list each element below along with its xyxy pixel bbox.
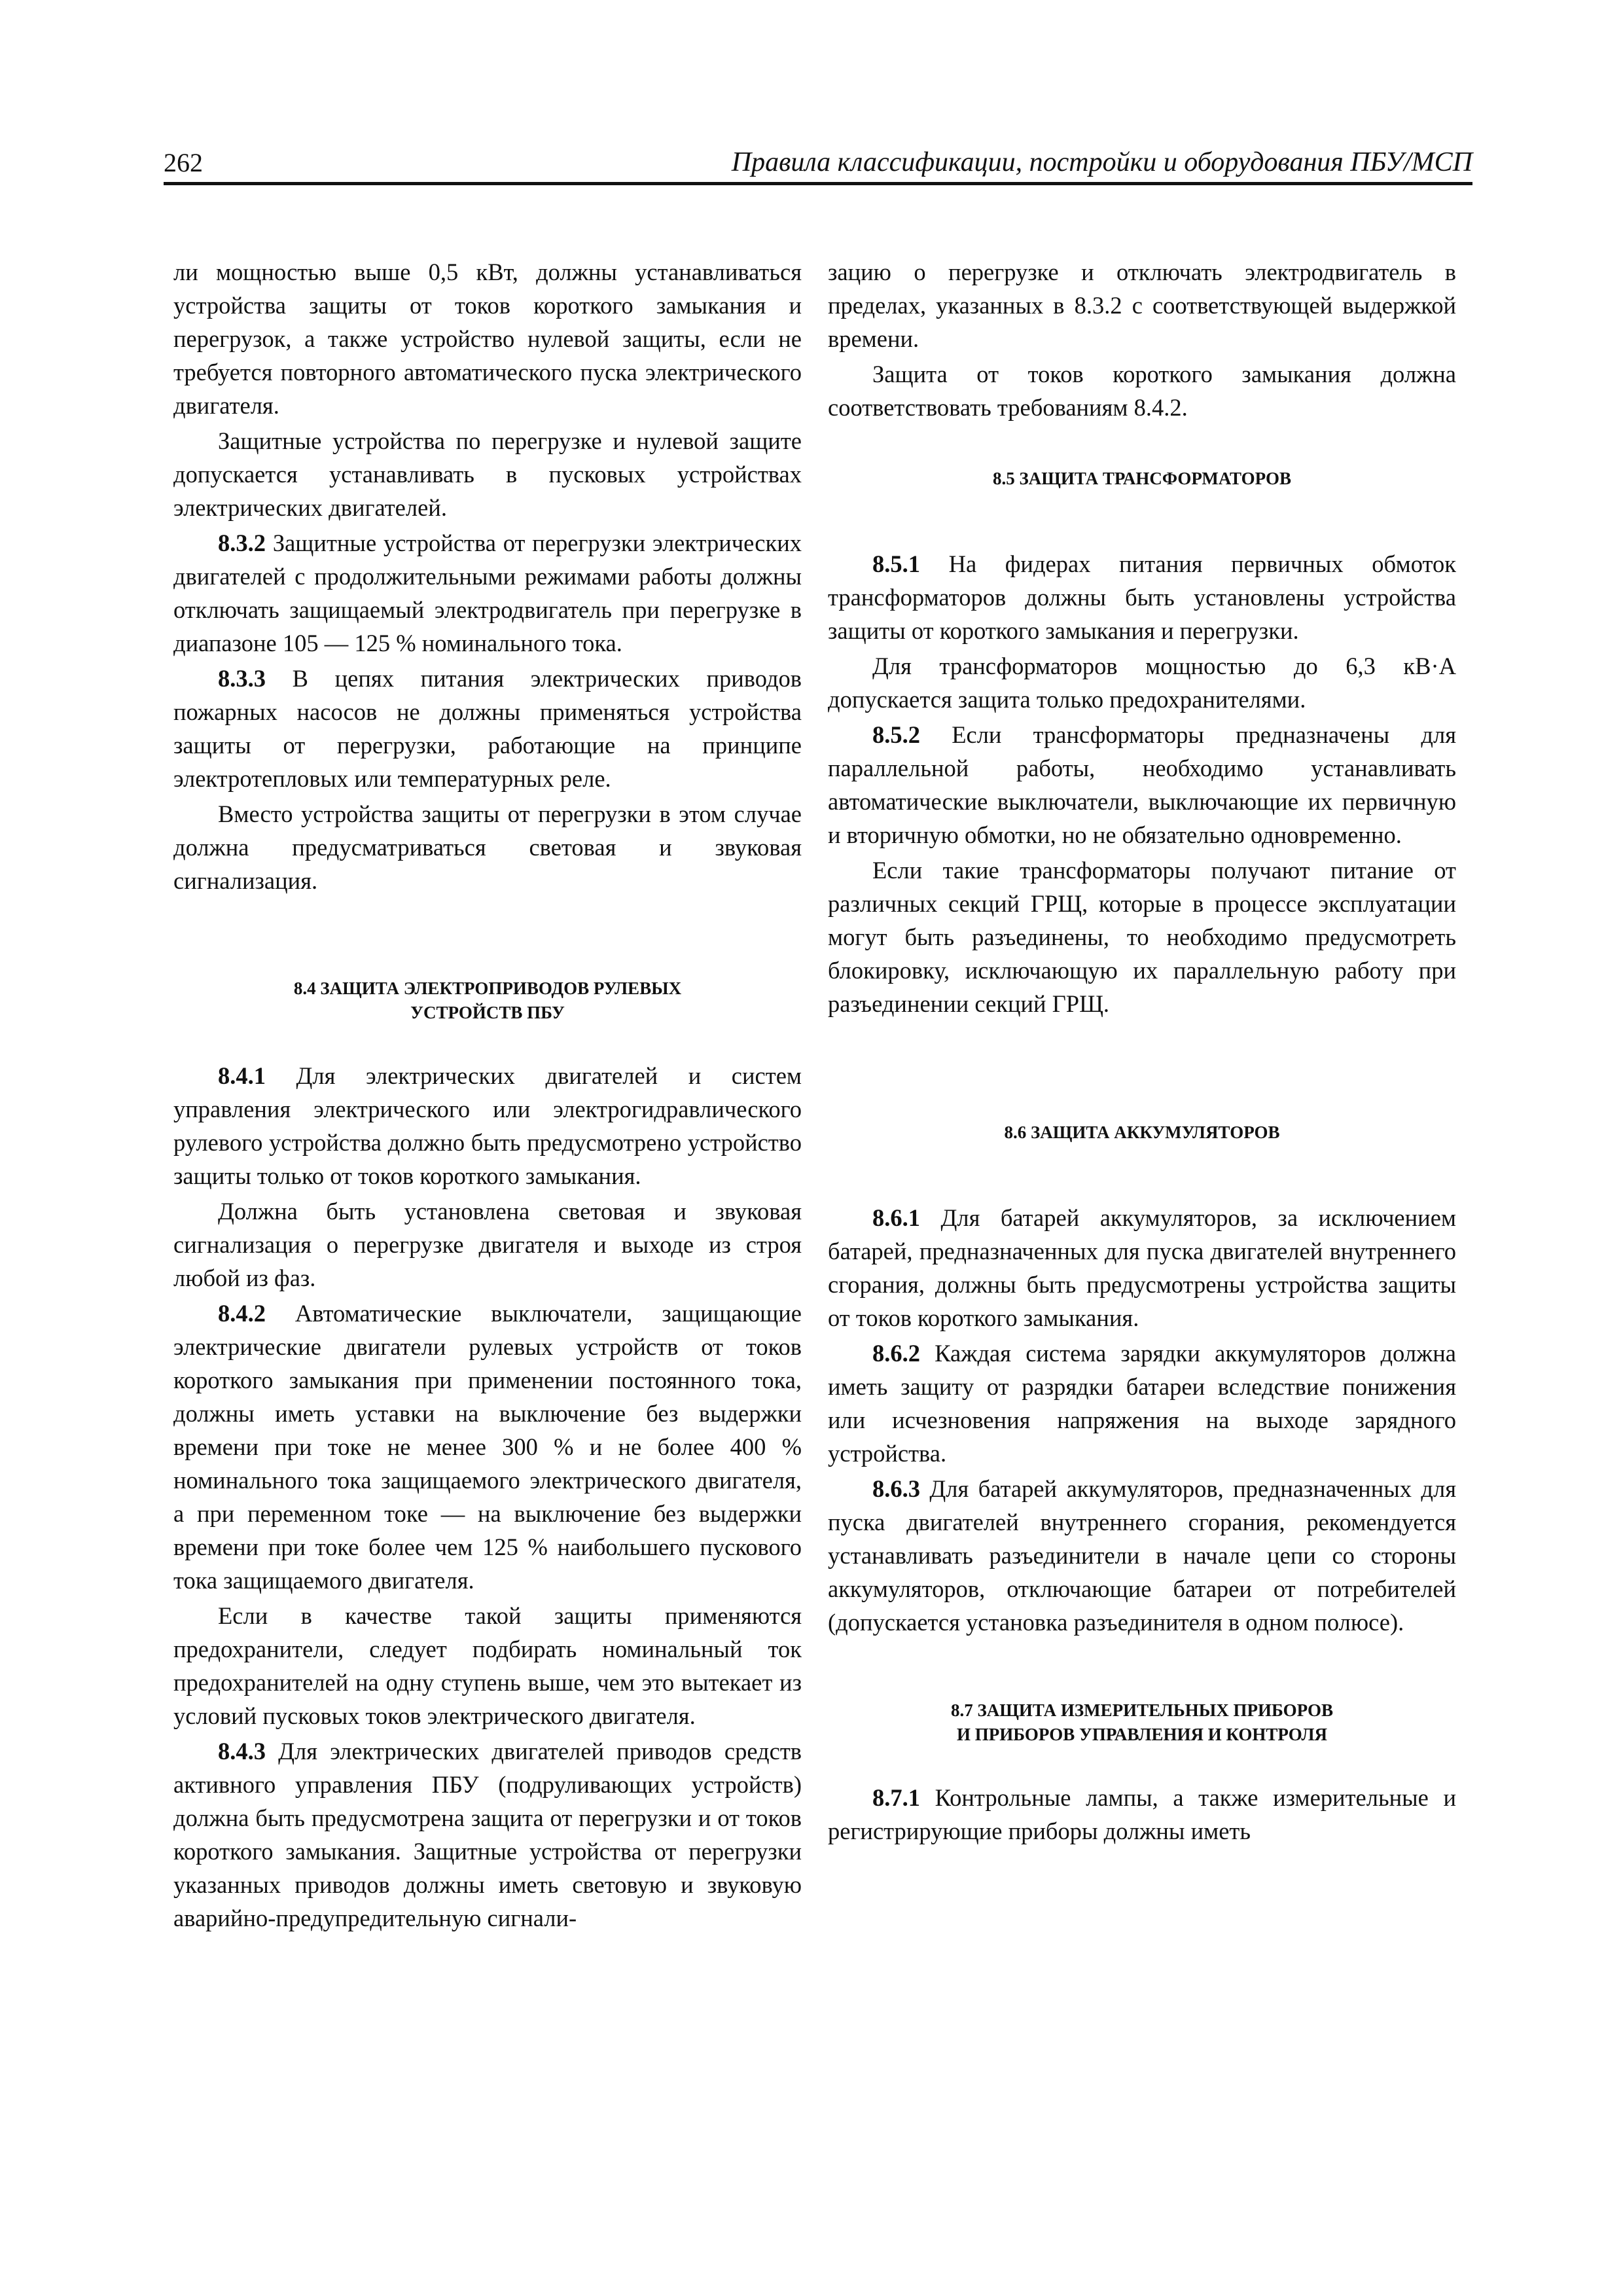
section-spacer	[828, 426, 1456, 467]
clause-8-3-2	[173, 526, 802, 660]
paragraph: ли мощностью выше 0,5 кВт, должны устанавливаться устройства защиты от токов короткого замыкания и перегрузок, а также устройство нулевой защиты, если не требуется повторного автоматического пуска электрического двигателя.	[173, 259, 802, 419]
clause-8-5-1	[828, 547, 1456, 647]
clause-text: Для батарей аккумуляторов, за исключением батарей, предназначенных для пуска двигателей внутреннего сгорания, должны быть предусмотрены устройства защиты от токов короткого замыкания.	[828, 1204, 1456, 1331]
clause-text: На фидерах питания первичных обмоток трансформаторов должны быть установлены устройства защиты от короткого замыкания и перегрузки.	[828, 550, 1456, 644]
clause-text: Если трансформаторы предназначены для параллельной работы, необходимо устанавливать автоматические выключатели, выключающие их первичную и вторичную обмотки, но не обязательно одновременно.	[828, 721, 1456, 848]
running-title: Правила классификации, постройки и оборудования ПБУ/МСП	[731, 147, 1472, 177]
section-spacer	[828, 491, 1456, 547]
paragraph: Если в качестве такой защиты применяются предохранители, следует подбирать номинальный ток предохранителей на одну ступень выше, чем это вытекает из условий пусковых токов электрического двигателя.	[173, 1602, 802, 1729]
section-spacer	[828, 1641, 1456, 1698]
clause-number: 8.7.1	[872, 1784, 920, 1811]
section-heading-8-7	[828, 1698, 1456, 1747]
clause-number: 8.6.3	[872, 1475, 920, 1502]
clause-text: В цепях питания электрических приводов пожарных насосов не должны применяться устройства защиты от перегрузки, работающие на принципе электротепловых или температурных реле.	[173, 665, 802, 792]
clause-8-6-1	[828, 1201, 1456, 1335]
heading-line: УСТРОЙСТВ ПБУ	[410, 1003, 565, 1022]
heading-line: 8.4 ЗАЩИТА ЭЛЕКТРОПРИВОДОВ РУЛЕВЫХ	[293, 978, 682, 998]
section-spacer	[173, 1025, 802, 1059]
right-column	[828, 255, 1456, 1850]
clause-8-3-3	[173, 662, 802, 795]
clause-8-5-2	[828, 718, 1456, 852]
paragraph: Защитные устройства по перегрузке и нулевой защите допускается устанавливать в пусковых устройствах электрических двигателей.	[173, 427, 802, 521]
clause-number: 8.5.1	[872, 550, 920, 577]
section-heading-8-5: 8.5 ЗАЩИТА ТРАНСФОРМАТОРОВ	[993, 469, 1291, 488]
heading-line: 8.7 ЗАЩИТА ИЗМЕРИТЕЛЬНЫХ ПРИБОРОВ	[951, 1700, 1333, 1720]
clause-text: Для батарей аккумуляторов, предназначенных для пуска двигателей внутреннего сгорания, рекомендуется устанавливать разъединители в начале цепи со стороны аккумуляторов, отключающие батареи от потребителей (допускается установка разъединителя в одном полюсе).	[828, 1475, 1456, 1636]
section-heading-8-4	[173, 977, 802, 1025]
clause-8-7-1	[828, 1781, 1456, 1848]
paragraph: Защита от токов короткого замыкания должна соответствовать требованиям 8.4.2.	[828, 361, 1456, 421]
section-spacer	[828, 1747, 1456, 1781]
paragraph: Для трансформаторов мощностью до 6,3 кВ·А допускается защита только предохранителями.	[828, 653, 1456, 713]
clause-number: 8.6.1	[872, 1204, 920, 1231]
section-spacer	[828, 1145, 1456, 1201]
paragraph: Если такие трансформаторы получают питание от различных секций ГРЩ, которые в процессе эксплуатации могут быть разъединены, то необходимо предусмотреть блокировку, исключающую их параллельную работу при разъединении секций ГРЩ.	[828, 857, 1456, 1017]
clause-8-4-3	[173, 1734, 802, 1935]
paragraph: зацию о перегрузке и отключать электродвигатель в пределах, указанных в 8.3.2 с соответствующей выдержкой времени.	[828, 259, 1456, 352]
clause-text: Защитные устройства от перегрузки электрических двигателей с продолжительными режимами работы должны отключать защищаемый электродвигатель при перегрузке в диапазоне 105 — 125 % номинального тока.	[173, 529, 802, 656]
clause-number: 8.4.3	[218, 1738, 266, 1765]
clause-text: Каждая система зарядки аккумуляторов должна иметь защиту от разрядки батареи вследствие понижения или исчезновения напряжения на выходе зарядного устройства.	[828, 1340, 1456, 1467]
page-number: 262	[164, 148, 203, 177]
clause-number: 8.3.2	[218, 529, 266, 556]
clause-8-4-1	[173, 1059, 802, 1193]
left-column	[173, 255, 802, 1937]
page-header	[164, 143, 1472, 185]
paragraph: Вместо устройства защиты от перегрузки в этом случае должна предусматриваться световая и звуковая сигнализация.	[173, 800, 802, 894]
clause-number: 8.4.1	[218, 1062, 266, 1089]
clause-text: Автоматические выключатели, защищающие электрические двигатели рулевых устройств от токов короткого замыкания при применении постоянного тока, должны иметь уставки на выключение без выдержки времени при токе не менее 300 % и не более 400 % номинального тока защищаемого электрического двигателя, а при переменном токе — на выключение без выдержки времени при токе более чем 125 % наибольшего пускового тока защищаемого двигателя.	[173, 1300, 802, 1594]
clause-8-4-2	[173, 1297, 802, 1597]
clause-8-6-2	[828, 1336, 1456, 1470]
clause-text: Для электрических двигателей и систем управления электрического или электрогидравлического рулевого устройства должно быть предусмотрено устройство защиты только от токов короткого замыкания.	[173, 1062, 802, 1189]
clause-text: Контрольные лампы, а также измерительные и регистрирующие приборы должны иметь	[828, 1784, 1456, 1844]
paragraph: Должна быть установлена световая и звуковая сигнализация о перегрузке двигателя и выходе из строя любой из фаз.	[173, 1198, 802, 1291]
section-heading-8-6: 8.6 ЗАЩИТА АККУМУЛЯТОРОВ	[1004, 1122, 1280, 1142]
clause-number: 8.6.2	[872, 1340, 920, 1367]
section-spacer	[173, 899, 802, 977]
section-spacer	[828, 1022, 1456, 1121]
clause-8-6-3	[828, 1472, 1456, 1639]
clause-number: 8.4.2	[218, 1300, 266, 1327]
clause-number: 8.3.3	[218, 665, 266, 692]
clause-text: Для электрических двигателей приводов средств активного управления ПБУ (подруливающих устройств) должна быть предусмотрена защита от перегрузки и от токов короткого замыкания. Защитные устройства от перегрузки указанных приводов должны иметь световую и звуковую аварийно-предупредительную сигнали-	[173, 1738, 802, 1931]
heading-line: И ПРИБОРОВ УПРАВЛЕНИЯ И КОНТРОЛЯ	[957, 1725, 1327, 1744]
clause-number: 8.5.2	[872, 721, 920, 748]
